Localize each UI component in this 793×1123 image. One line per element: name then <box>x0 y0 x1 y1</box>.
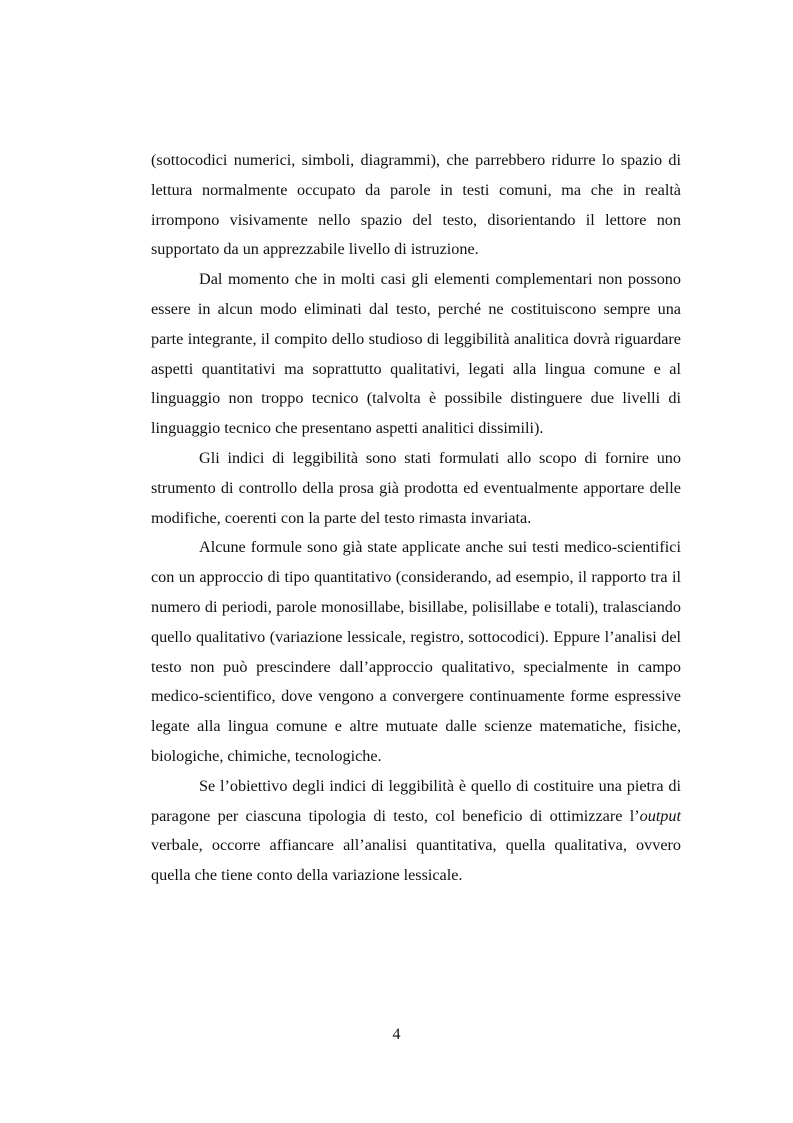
paragraph-1 <box>151 146 681 265</box>
paragraph-5 <box>151 772 681 891</box>
paragraph-5-text-a: Se l’obiettivo degli indici di leggibilità è quello di costituire una pietra di paragone per ciascuna tipologia di testo, col beneficio di ottimizzare l’ <box>151 776 681 825</box>
paragraph-4 <box>151 533 681 771</box>
paragraph-2-text: Dal momento che in molti casi gli elementi complementari non possono essere in alcun modo eliminati dal testo, perché ne costituiscono sempre una parte integrante, il compito dello studioso di leggibilità analitica dovrà riguardare aspetti quantitativi ma soprattutto qualitativi, legati alla lingua comune e al linguaggio non troppo tecnico (talvolta è possibile distinguere due livelli di linguaggio tecnico che presentano aspetti analitici dissimili). <box>151 270 681 438</box>
paragraph-2 <box>151 265 681 444</box>
paragraph-3 <box>151 444 681 533</box>
paragraph-4-text: Alcune formule sono già state applicate anche sui testi medico-scientifici con un approccio di tipo quantitativo (considerando, ad esempio, il rapporto tra il numero di periodi, parole monosillabe, bisillabe, polisillabe e totali), tralasciando quello qualitativo (variazione lessicale, registro, sottocodici). Eppure l’analisi del testo non può prescindere dall’approccio qualitativo, specialmente in campo medico-scientifico, dove vengono a convergere continuamente forme espressive legate alla lingua comune e altre mutuate dalle scienze matematiche, fisiche, biologiche, chimiche, tecnologiche. <box>151 538 681 765</box>
paragraph-5-italic-term: output <box>639 806 681 825</box>
page-number: 4 <box>392 1026 401 1043</box>
body-text <box>151 146 681 891</box>
paragraph-1-text: (sottocodici numerici, simboli, diagrammi), che parrebbero ridurre lo spazio di lettura normalmente occupato da parole in testi comuni, ma che in realtà irrompono visivamente nello spazio del testo, disorientando il lettore non supportato da un apprezzabile livello di istruzione. <box>151 151 681 259</box>
paragraph-5-text-b: verbale, occorre affiancare all’analisi quantitativa, quella qualitativa, ovvero quella che tiene conto della variazione lessicale. <box>151 836 681 885</box>
paragraph-3-text: Gli indici di leggibilità sono stati formulati allo scopo di fornire uno strumento di controllo della prosa già prodotta ed eventualmente apportare delle modifiche, coerenti con la parte del testo rimasta invariata. <box>151 448 681 527</box>
